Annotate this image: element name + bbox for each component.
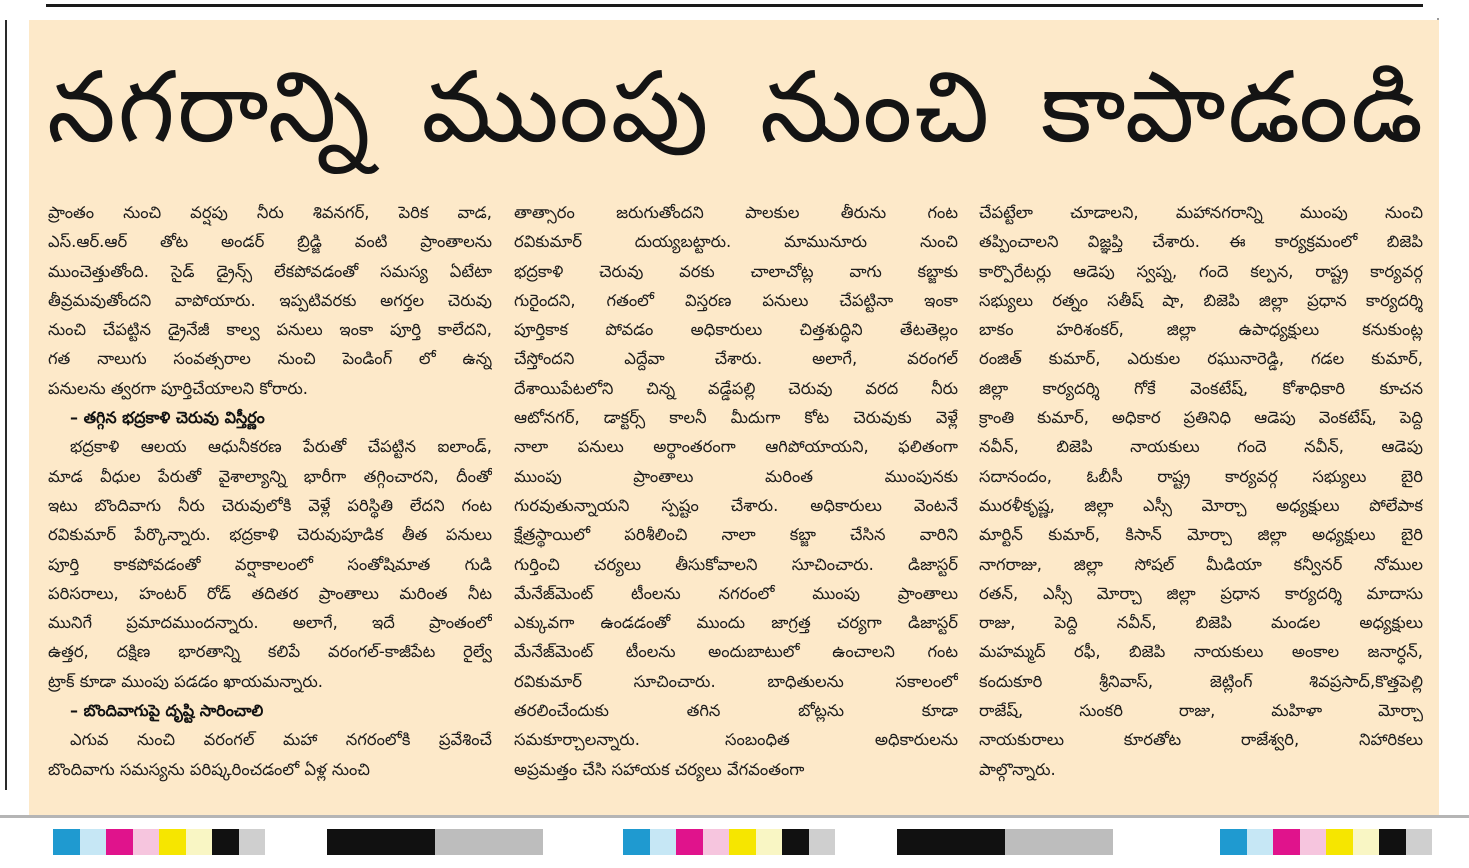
text-line: నాలా పనులు అర్థాంతరంగా ఆగిపోయాయని, ఫలితంగా bbox=[514, 437, 958, 457]
article-column-1 bbox=[48, 198, 492, 798]
text-line: గురైందని, గతంలో విస్తరణ పనులు చేపట్టినా ఇంకా bbox=[514, 290, 958, 310]
text-line: మాడ వీధుల పేరుతో వైశాల్యాన్ని భారీగా తగ్గించారని, దీంతో bbox=[48, 466, 492, 486]
color-swatch bbox=[159, 829, 186, 855]
color-swatch bbox=[489, 829, 516, 855]
color-swatch bbox=[897, 829, 924, 855]
text-line: తీవ్రమవుతోందని వాపోయారు. ఇప్పటివరకు అగర్తల చెరువు bbox=[48, 290, 492, 310]
color-swatch bbox=[782, 829, 809, 855]
text-line: భద్రకాళి ఆలయ ఆధునీకరణ పేరుతో చేపట్టిన ఐలాండ్, bbox=[70, 437, 492, 457]
color-swatch bbox=[650, 829, 677, 855]
text-line: మేనేజ్‌మెంట్ టీంలను అందుబాటులో ఉంచాలని గంట bbox=[514, 642, 958, 662]
text-line: తరలించేందుకు తగిన బోట్లను కూడా bbox=[514, 701, 958, 721]
color-swatch bbox=[951, 829, 978, 855]
registration-color-bar bbox=[53, 829, 265, 855]
color-swatch bbox=[1273, 829, 1300, 855]
text-line: ముంపు ప్రాంతాలు మరింత ముంపునకు bbox=[514, 466, 958, 486]
registration-color-bar bbox=[1220, 829, 1432, 855]
text-line: రాజేష్, సుంకరి రాజు, మహిళా మోర్చా bbox=[979, 701, 1423, 721]
text-line: పనులను త్వరగా పూర్తిచేయాలని కోరారు. bbox=[48, 378, 308, 398]
bottom-border-rule bbox=[0, 815, 1469, 818]
color-swatch bbox=[462, 829, 489, 855]
article-column-2 bbox=[514, 198, 958, 798]
text-line: రతన్, ఎస్సీ మోర్చా జిల్లా ప్రధాన కార్యదర్శి మాదాసు bbox=[979, 583, 1423, 603]
color-swatch bbox=[703, 829, 730, 855]
text-line: దేశాయిపేటలోని చిన్న వడ్డేపల్లి చెరువు వరద నీరు bbox=[514, 378, 958, 398]
text-line: ఎస్.ఆర్.ఆర్ తోట అండర్ బ్రిడ్జి వంటి ప్రాంతాలను bbox=[48, 232, 492, 252]
article-column-3 bbox=[979, 198, 1423, 798]
text-line: ఇటు బొందివాగు నీరు చెరువులోకి వెళ్లే పరిస్థితి లేదని గంట bbox=[48, 495, 492, 515]
text-line: బాకం హరిశంకర్, జిల్లా ఉపాధ్యక్షులు కనుకుంట్ల bbox=[979, 320, 1423, 340]
color-swatch bbox=[1406, 829, 1433, 855]
text-line: నాయకురాలు కూరతోట రాజేశ్వరి, నిహారికలు bbox=[979, 730, 1423, 750]
text-line: పూర్తి కాకపోవడంతో వర్షాకాలంలో సంతోషిమాత గుడి bbox=[48, 554, 492, 574]
text-line: నవీన్, బిజెపి నాయకులు గందె నవీన్, ఆడెపు bbox=[979, 437, 1423, 457]
text-line: కందుకూరి శ్రీనివాస్, జెట్లింగ్ శివప్రసాద్,కొత్తపెల్లి bbox=[979, 671, 1423, 691]
registration-color-bar bbox=[897, 829, 1113, 855]
color-swatch bbox=[354, 829, 381, 855]
text-line: సభ్యులు రత్నం సతీష్ షా, బిజెపి జిల్లా ప్రధాన కార్యదర్శి bbox=[979, 290, 1423, 310]
text-line: చేపట్టేలా చూడాలని, మహానగరాన్ని ముంపు నుంచి bbox=[979, 203, 1423, 222]
text-line: రవికుమార్ పేర్కొన్నారు. భద్రకాళి చెరువుపూడిక తీత పనులు bbox=[48, 525, 492, 545]
text-line: మురళీకృష్ణ, జిల్లా ఎస్సీ మోర్చా అధ్యక్షులు పోలేపాక bbox=[979, 495, 1423, 515]
text-line: నాగరాజు, జిల్లా సోషల్ మీడియా కన్వీనర్ నోముల bbox=[979, 554, 1423, 574]
color-swatch bbox=[186, 829, 213, 855]
color-swatch bbox=[1300, 829, 1327, 855]
color-swatch bbox=[924, 829, 951, 855]
text-line: గుర్తించి చర్యలు తీసుకోవాలని సూచించారు. డిజాస్టర్ bbox=[514, 554, 958, 574]
color-swatch bbox=[623, 829, 650, 855]
color-swatch bbox=[1086, 829, 1113, 855]
article-headline: నగరాన్ని ముంపు నుంచి కాపాడండి bbox=[47, 51, 1425, 165]
top-border-rule bbox=[46, 4, 1423, 7]
text-line: ట్రాక్ కూడా ముంపు పడడం ఖాయమన్నారు. bbox=[48, 671, 324, 691]
color-swatch bbox=[1220, 829, 1247, 855]
text-line: సమకూర్చాలన్నారు. సంబంధిత అధికారులను bbox=[514, 730, 958, 750]
text-line: రాజు, పెద్ది నవీన్, బిజెపి మండల అధ్యక్షులు bbox=[979, 613, 1423, 633]
section-subheading: – తగ్గిన భద్రకాళి చెరువు విస్తీర్ణం bbox=[70, 408, 265, 428]
text-line: మేనేజ్‌మెంట్ టీంలను నగరంలో ముంపు ప్రాంతాలు bbox=[514, 583, 958, 603]
color-swatch bbox=[1059, 829, 1086, 855]
registration-color-bar bbox=[327, 829, 543, 855]
text-line: తాత్సారం జరుగుతోందని పాలకుల తీరును గంట bbox=[514, 203, 958, 222]
section-subheading: – బొందివాగుపై దృష్టి సారించాలి bbox=[70, 701, 264, 721]
color-swatch bbox=[1247, 829, 1274, 855]
text-line: అప్రమత్తం చేసి సహాయక చర్యలు వేగవంతంగా bbox=[514, 759, 805, 779]
text-line: ఎక్కువగా ఉండడంతో ముందు జాగ్రత్త చర్యగా డిజాస్టర్ bbox=[514, 613, 958, 633]
text-line: కార్పొరేటర్లు ఆడెపు స్వప్న, గందె కల్పన, రాష్ట్ర కార్యవర్గ bbox=[979, 261, 1423, 281]
text-line: చేస్తోందని ఎద్దేవా చేశారు. అలాగే, వరంగల్ bbox=[514, 349, 958, 369]
color-swatch bbox=[809, 829, 836, 855]
color-swatch bbox=[80, 829, 107, 855]
color-swatch bbox=[1005, 829, 1032, 855]
text-line: ఆటోనగర్, డాక్టర్స్ కాలనీ మీదుగా కోట చెరువుకు వెళ్లే bbox=[514, 408, 958, 428]
text-line: ప్రాంతం నుంచి వర్షపు నీరు శివనగర్, పెరిక వాడ, bbox=[48, 203, 492, 222]
text-line: పూర్తికాక పోవడం అధికారులు చిత్తశుద్ధిని తేటతెల్లం bbox=[514, 320, 958, 340]
news-article bbox=[29, 20, 1439, 815]
text-line: పరిసరాలు, హంటర్ రోడ్ తదితర ప్రాంతాలు మరింత నీట bbox=[48, 583, 492, 603]
color-swatch bbox=[756, 829, 783, 855]
text-line: సదానందం, ఓబీసీ రాష్ట్ర కార్యవర్గ సభ్యులు బైరి bbox=[979, 466, 1423, 486]
registration-color-bar bbox=[623, 829, 835, 855]
text-line: గత నాలుగు సంవత్సరాల నుంచి పెండింగ్ లో ఉన్న bbox=[48, 349, 492, 369]
color-swatch bbox=[676, 829, 703, 855]
color-swatch bbox=[133, 829, 160, 855]
text-line: రవికుమార్ సూచించారు. బాధితులను సకాలంలో bbox=[514, 671, 958, 691]
text-line: నుంచి చేపట్టిన డ్రైనేజీ కాల్వ పనులు ఇంకా పూర్తి కాలేదని, bbox=[48, 320, 492, 340]
color-swatch bbox=[978, 829, 1005, 855]
text-line: ముంచెత్తుతోంది. సైడ్ డ్రైన్స్ లేకపోవడంతో సమస్య ఏటేటా bbox=[48, 261, 492, 281]
color-swatch bbox=[1379, 829, 1406, 855]
text-line: ఉత్తర, దక్షిణ భారతాన్ని కలిపే వరంగల్-కాజీపేట రైల్వే bbox=[48, 642, 492, 662]
color-swatch bbox=[516, 829, 543, 855]
color-swatch bbox=[53, 829, 80, 855]
color-swatch bbox=[106, 829, 133, 855]
text-line: ఎగువ నుంచి వరంగల్ మహా నగరంలోకి ప్రవేశించే bbox=[70, 730, 492, 750]
text-line: మునిగే ప్రమాదముందన్నారు. అలాగే, ఇదే ప్రాంతంలో bbox=[48, 613, 492, 633]
text-line: తప్పించాలని విజ్ఞప్తి చేశారు. ఈ కార్యక్రమంలో బిజెపి bbox=[979, 232, 1423, 252]
color-swatch bbox=[1032, 829, 1059, 855]
text-line: భద్రకాళి చెరువు వరకు చాలాచోట్ల వాగు కబ్జాకు bbox=[514, 261, 958, 281]
color-swatch bbox=[729, 829, 756, 855]
left-column-rule bbox=[5, 20, 7, 790]
text-line: రంజిత్ కుమార్, ఎరుకుల రఘునారెడ్డి, గడల కుమార్, bbox=[979, 349, 1423, 369]
color-swatch bbox=[212, 829, 239, 855]
color-swatch bbox=[239, 829, 266, 855]
text-line: బొందివాగు సమస్యను పరిష్కరించడంలో ఏళ్ల నుంచి bbox=[48, 759, 370, 779]
color-swatch bbox=[327, 829, 354, 855]
text-line: క్షేత్రస్థాయిలో పరిశీలించి నాలా కబ్జా చేసిన వారిని bbox=[514, 525, 958, 545]
text-line: మార్టిన్ కుమార్, కిసాన్ మోర్చా జిల్లా అధ్యక్షులు బైరి bbox=[979, 525, 1423, 545]
color-swatch bbox=[1326, 829, 1353, 855]
text-line: పాల్గొన్నారు. bbox=[979, 759, 1056, 779]
text-line: క్రాంతి కుమార్, అధికార ప్రతినిధి ఆడెపు వెంకటేష్, పెద్ది bbox=[979, 408, 1423, 428]
color-swatch bbox=[381, 829, 408, 855]
text-line: రవికుమార్ దుయ్యబట్టారు. మామునూరు నుంచి bbox=[514, 232, 958, 252]
color-swatch bbox=[408, 829, 435, 855]
text-line: జిల్లా కార్యదర్శి గోకే వెంకటేష్, కోశాధికారి కూచన bbox=[979, 378, 1423, 398]
color-swatch bbox=[435, 829, 462, 855]
text-line: గురవుతున్నాయని స్పష్టం చేశారు. అధికారులు వెంటనే bbox=[514, 495, 958, 515]
color-swatch bbox=[1353, 829, 1380, 855]
text-line: మహమ్మద్ రఫీ, బిజెపి నాయకులు అంకాల జనార్ధన్, bbox=[979, 642, 1423, 662]
